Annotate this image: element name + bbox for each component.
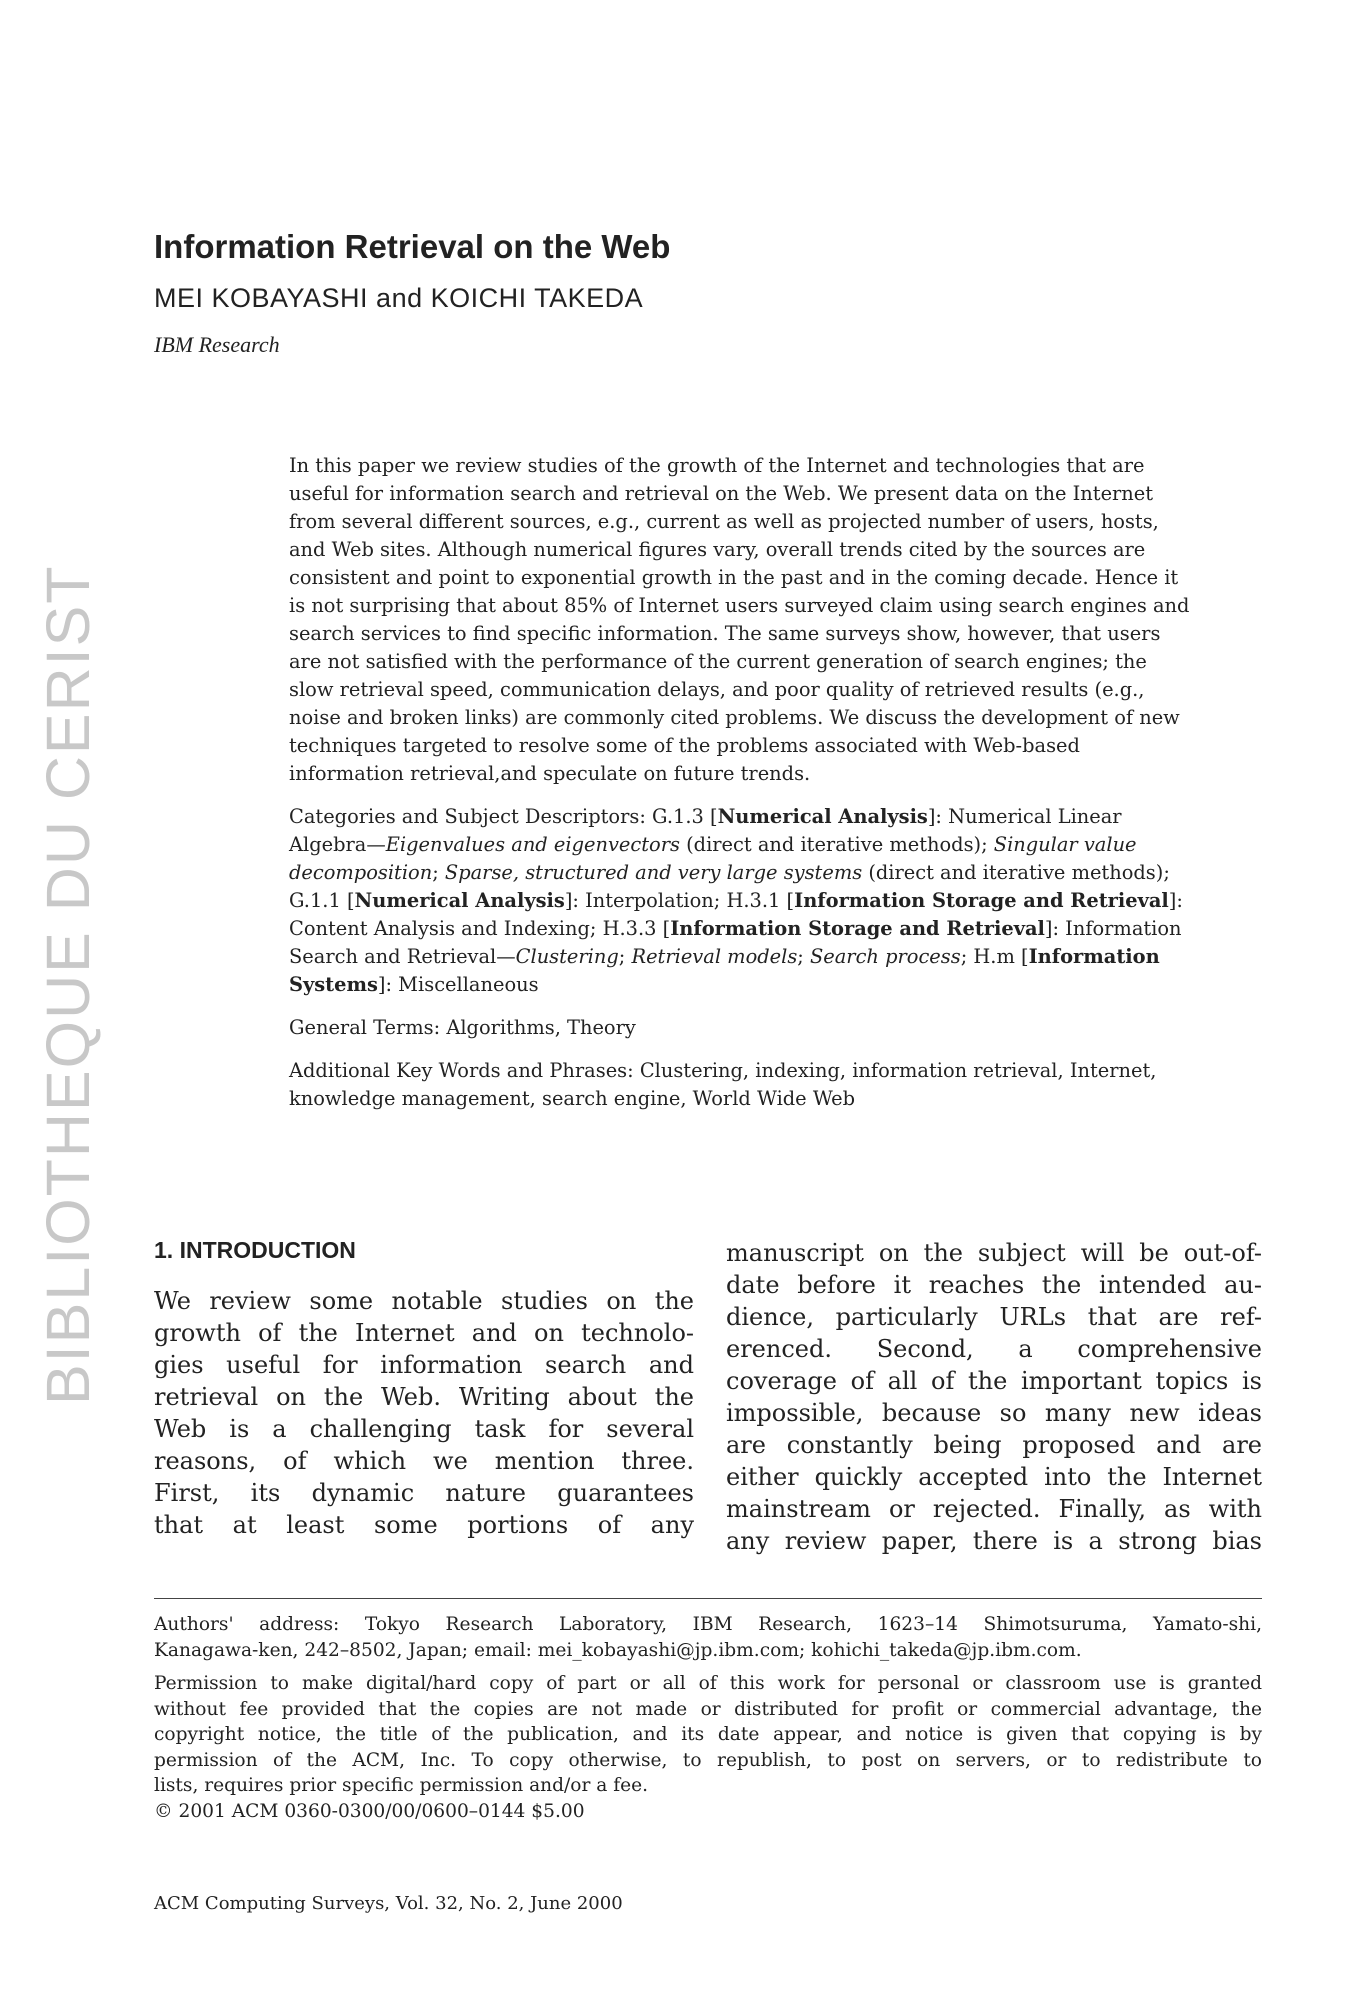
copyright-line: © 2001 ACM 0360-0300/00/0600–0144 $5.00: [154, 1800, 585, 1822]
intro-column-right: [726, 1237, 1262, 1557]
body-line: First, its dynamic nature guarantees: [154, 1479, 694, 1507]
paper-authors: MEI KOBAYASHI and KOICHI TAKEDA: [154, 283, 644, 313]
footnote-block: [154, 1612, 1262, 1824]
address-line: Kanagawa-ken, 242–8502, Japan; email: mei_kobayashi@jp.ibm.com; kohichi_takeda@jp.ibm.com.: [154, 1639, 1082, 1661]
body-line: any review paper, there is a strong bias: [726, 1527, 1262, 1555]
general-terms: General Terms: Algorithms, Theory: [289, 1016, 636, 1039]
permission-line: without fee provided that the copies are not made or distributed for profit or commercial advantage, the: [154, 1698, 1262, 1720]
journal-footer: ACM Computing Surveys, Vol. 32, No. 2, June 2000: [154, 1893, 623, 1914]
body-line: mainstream or rejected. Finally, as with: [726, 1495, 1262, 1523]
footnote-divider: [154, 1598, 1262, 1599]
body-line: date before it reaches the intended au-: [726, 1271, 1262, 1299]
body-line: retrieval on the Web. Writing about the: [154, 1383, 694, 1411]
permission-line: copyright notice, the title of the publication, and its date appear, and notice is given that copying is by: [154, 1724, 1262, 1745]
body-line: impossible, because so many new ideas: [726, 1399, 1262, 1427]
body-line: gies useful for information search and: [154, 1351, 694, 1379]
body-line: reasons, of which we mention three.: [154, 1447, 694, 1475]
body-line: manuscript on the subject will be out-of-: [726, 1239, 1262, 1267]
categories-text: Categories and Subject Descriptors: G.1.3 [Numerical Analysis]: Numerical Linear Algebra—Eigenvalues and eigenvectors (direct and iterative methods); Singular value decomposition; Sparse, structured and very large systems (direct and iterative methods); G.1.1 [Numerical Analysis]: Interpolation; H.3.1 [Information Storage and Retrieval]: Content Analysis and Indexing; H.3.3 [Information Storage and Retrieval]: Information Search and Retrieval—Clustering; Retrieval models; Search process; H.m [Information Systems]: Miscellaneous: [289, 805, 1183, 996]
body-line: are constantly being proposed and are: [726, 1431, 1262, 1459]
body-line: growth of the Internet and on technolo-: [154, 1319, 694, 1347]
body-line: either quickly accepted into the Internet: [726, 1463, 1262, 1491]
body-line: We review some notable studies on the: [154, 1287, 694, 1315]
permission-line: permission of the ACM, Inc. To copy otherwise, to republish, to post on servers, or to redistribute to: [154, 1749, 1262, 1771]
intro-column-left: [154, 1285, 694, 1541]
paper-title: Information Retrieval on the Web: [154, 228, 671, 265]
keywords: Additional Key Words and Phrases: Clustering, indexing, information retrieval, Internet, knowledge management, search engine, World Wide Web: [289, 1059, 1157, 1110]
body-line: dience, particularly URLs that are ref-: [726, 1303, 1262, 1331]
abstract-block: [289, 452, 1196, 1128]
body-line: Web is a challenging task for several: [154, 1415, 694, 1443]
watermark: BIBLIOTHEQUE DU CERIST: [34, 564, 102, 1405]
body-line: coverage of all of the important topics is: [726, 1367, 1262, 1395]
author-affiliation: IBM Research: [154, 332, 280, 357]
body-line: erenced. Second, a comprehensive: [726, 1335, 1262, 1363]
section-heading-introduction: 1. INTRODUCTION: [154, 1237, 356, 1263]
permission-line: Permission to make digital/hard copy of part or all of this work for personal or classroom use is granted: [154, 1673, 1262, 1694]
permission-line: lists, requires prior specific permission and/or a fee.: [154, 1775, 649, 1796]
abstract-text: In this paper we review studies of the growth of the Internet and technologies that are useful for information search and retrieval on the Web. We present data on the Internet from several different sources, e.g., current as well as projected number of users, hosts, and Web sites. Although numerical figures vary, overall trends cited by the sources are consistent and point to exponential growth in the past and in the coming decade. Hence it is not surprising that about 85% of Internet users surveyed claim using search engines and search services to find specific information. The same surveys show, however, that users are not satisfied with the performance of the current generation of search engines; the slow retrieval speed, communication delays, and poor quality of retrieved results (e.g., noise and broken links) are commonly cited problems. We discuss the development of new techniques targeted to resolve some of the problems associated with Web-based information retrieval,and speculate on future trends.: [289, 454, 1190, 785]
body-line: that at least some portions of any: [154, 1511, 694, 1539]
address-line: Authors' address: Tokyo Research Laboratory, IBM Research, 1623–14 Shimotsuruma, Yamato-shi,: [154, 1614, 1262, 1635]
